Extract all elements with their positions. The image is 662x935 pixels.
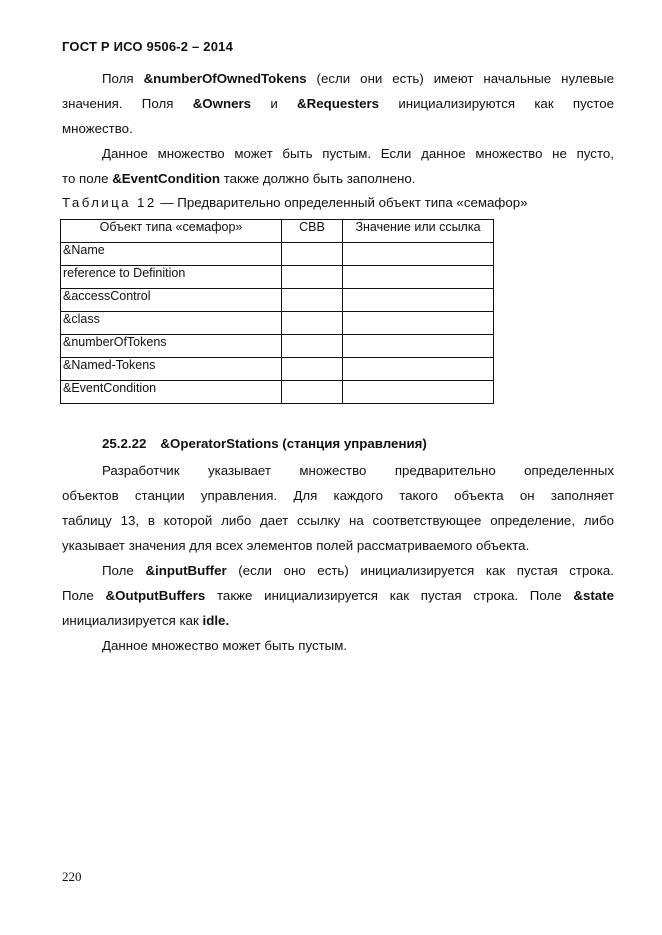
- semaphore-object-table: [60, 219, 494, 404]
- table-row: [61, 289, 494, 312]
- table-cell-empty: [282, 312, 343, 335]
- table-cell-empty: [343, 312, 494, 335]
- table-cell-empty: [343, 243, 494, 266]
- table-cell-empty: [343, 289, 494, 312]
- table-cell-empty: [282, 335, 343, 358]
- paragraph-may-be-empty: Данное множество может быть пустым.: [102, 638, 348, 653]
- section-title: &OperatorStations (станция управления): [160, 436, 427, 451]
- table-row: [61, 312, 494, 335]
- table-cell-empty: [343, 358, 494, 381]
- paragraph-owned-tokens: Поля &numberOfOwnedTokens (если они есть) имеют начальные нулевые значения. Поля &Owners и &Requesters инициализируются как пустое множество.: [62, 71, 614, 136]
- table-cell-field: &class: [61, 312, 282, 335]
- page-number: 220: [62, 869, 82, 884]
- paragraph-buffers: Поле &inputBuffer (если оно есть) инициализируется как пустая строка. Поле &OutputBuffers также инициализируется как пустая строка. Поле &state инициализируется как idle.: [62, 563, 614, 628]
- table-cell-field: reference to Definition: [61, 266, 282, 289]
- table-header-row: [61, 220, 494, 243]
- document-header: ГОСТ Р ИСО 9506-2 – 2014: [62, 39, 233, 54]
- section-number: 25.2.22: [102, 436, 147, 451]
- table-cell-field: &EventCondition: [61, 381, 282, 404]
- table-row: [61, 335, 494, 358]
- table-row: [61, 266, 494, 289]
- table-cell-field: &accessControl: [61, 289, 282, 312]
- table-cell-empty: [282, 243, 343, 266]
- table-cell-empty: [343, 266, 494, 289]
- table-cell-field: &Named-Tokens: [61, 358, 282, 381]
- table-cell-empty: [282, 381, 343, 404]
- table-row: [61, 358, 494, 381]
- table-caption-text: — Предварительно определенный объект типа «семафор»: [156, 195, 528, 210]
- paragraph-event-condition: Данное множество может быть пустым. Если данное множество не пусто, то поле &EventCondition также должно быть заполнено.: [62, 146, 614, 186]
- table-row: [61, 243, 494, 266]
- paragraph-operator-stations: Разработчик указывает множество предварительно определенных объектов станции управления. Для каждого такого объекта он заполняет таблицу 13, в которой либо дает ссылку на соответствующее определение, либо указывает значения для всех элементов полей рассматриваемого объекта.: [62, 463, 614, 553]
- table-header-object: Объект типа «семафор»: [61, 220, 282, 243]
- table-header-value: Значение или ссылка: [343, 220, 494, 243]
- table-header-svv: СВВ: [282, 220, 343, 243]
- table-caption-label: Таблица 12: [62, 195, 157, 210]
- table-cell-field: &numberOfTokens: [61, 335, 282, 358]
- table-cell-field: &Name: [61, 243, 282, 266]
- table-cell-empty: [282, 358, 343, 381]
- table-cell-empty: [282, 289, 343, 312]
- table-cell-empty: [343, 381, 494, 404]
- table-caption: [62, 195, 528, 210]
- table-row: [61, 381, 494, 404]
- table-cell-empty: [282, 266, 343, 289]
- table-cell-empty: [343, 335, 494, 358]
- section-heading: [102, 436, 427, 451]
